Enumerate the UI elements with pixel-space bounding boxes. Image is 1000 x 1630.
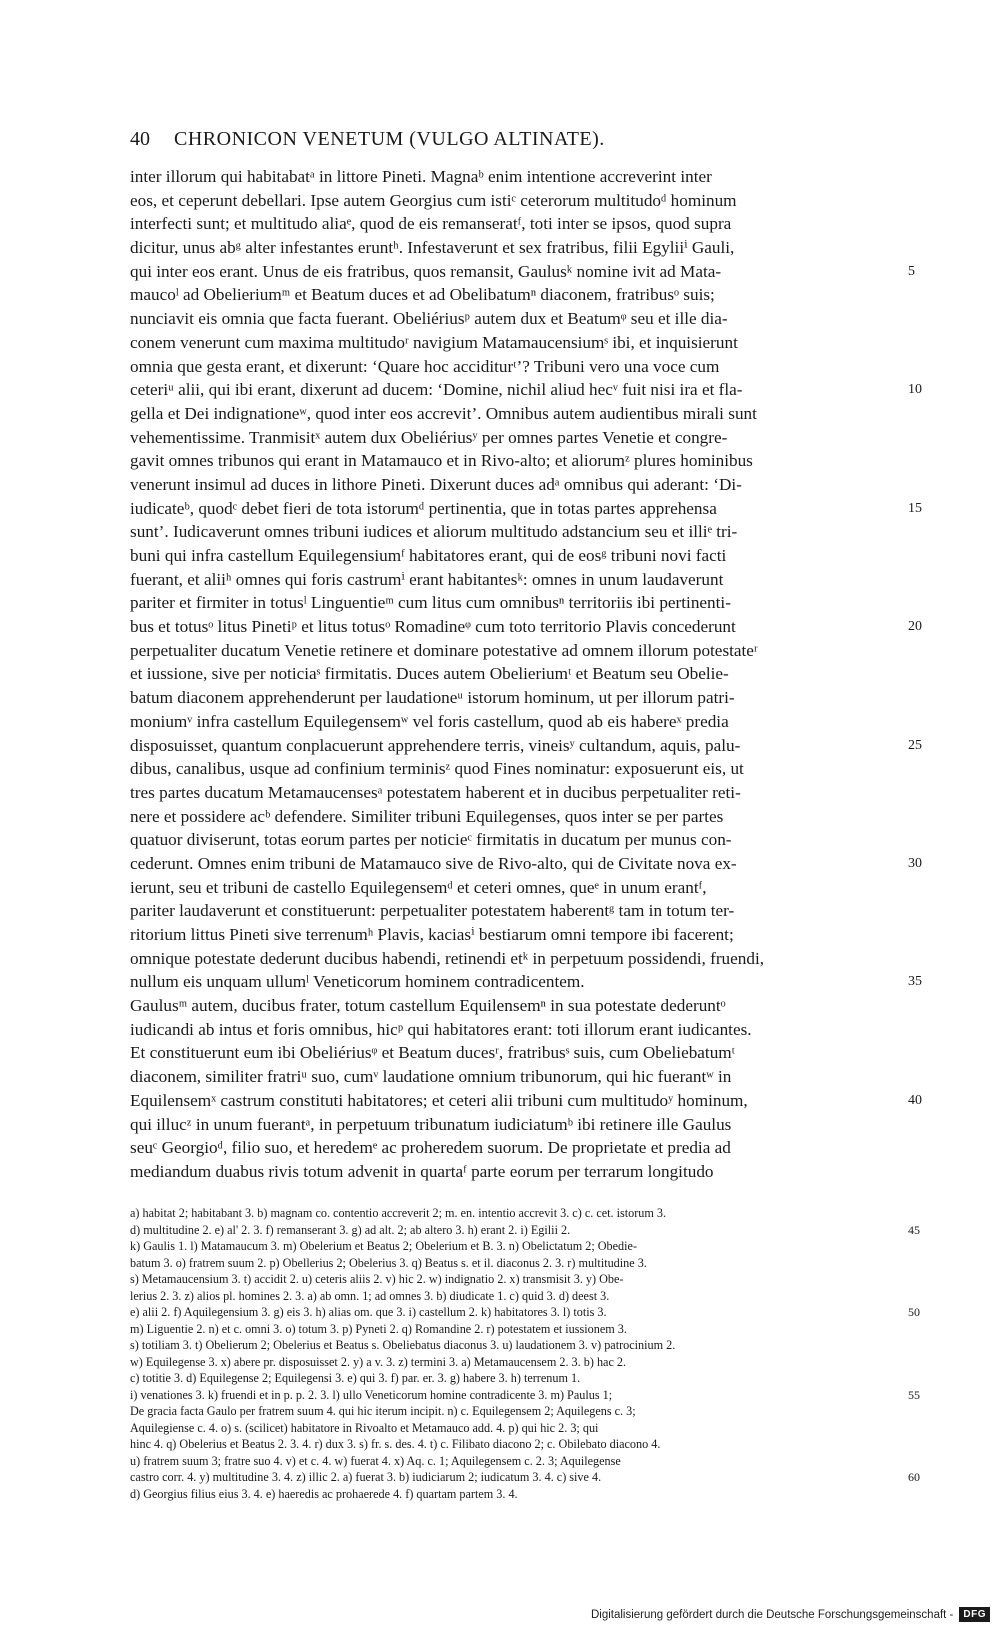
footnote-line — [130, 1288, 900, 1305]
text-line-text: conem venerunt cum maxima multitudoʳ navigium Matamaucensiumˢ ibi, et inquisierunt — [130, 332, 738, 352]
text-line — [130, 283, 900, 307]
text-line — [130, 331, 900, 355]
text-line — [130, 378, 922, 402]
text-line-text: mediandum duabus rivis totum advenit in quartaᶠ parte eorum per terrarum longitudo — [130, 1161, 714, 1181]
footnote-line — [130, 1222, 920, 1239]
footnote-line-text: De gracia facta Gaulo per fratrem suum 4. qui hic iterum incipit. n) c. Equilegensem 2; Aquilegens c. 3; — [130, 1404, 636, 1418]
text-line — [130, 781, 900, 805]
line-number: 30 — [908, 855, 922, 871]
text-line-text: vehementissime. Tranmisitˣ autem dux Obeliériusʸ per omnes partes Venetie et congre- — [130, 427, 728, 447]
text-line — [130, 212, 900, 236]
text-line — [130, 497, 922, 521]
text-line-text: eos, et ceperunt debellari. Ipse autem Georgius cum istiᶜ ceterorum multitudoᵈ hominum — [130, 190, 737, 210]
main-text — [130, 165, 922, 1184]
text-line — [130, 805, 900, 829]
text-line — [130, 236, 900, 260]
text-line — [130, 639, 900, 663]
text-line-text: disposuisset, quantum conplacuerunt apprehendere terris, vineisʸ cultandum, aquis, palu- — [130, 735, 741, 755]
footnote-line-text: w) Equilegense 3. x) abere pr. disposuisset 2. y) a v. 3. z) termini 3. a) Metamaucensem 2. 3. b) hac 2. — [130, 1354, 627, 1369]
line-number: 60 — [908, 1470, 920, 1484]
text-line-text: ceteriᵘ alii, qui ibi erant, dixerunt ad ducem: ‘Domine, nichil aliud hecᵛ fuit nisi ira et fla- — [130, 380, 743, 400]
footnote-line — [130, 1304, 920, 1321]
footnote-line — [130, 1370, 900, 1387]
line-number: 40 — [908, 1092, 922, 1108]
footnote-line — [130, 1453, 900, 1470]
footnote-line — [130, 1271, 900, 1288]
text-line-text: et iussione, sive per noticiaˢ firmitatis. Duces autem Obelieriumᵗ et Beatum seu Obelie- — [130, 664, 729, 684]
footnote-line — [130, 1387, 920, 1404]
footnote-line-text: u) fratrem suum 3; fratre suo 4. v) et c. 4. w) fuerat 4. x) Aq. c. 1; Aquilegensem c. 2. 3; Aquilegense — [130, 1453, 621, 1468]
text-line — [130, 1136, 900, 1160]
footnote-line-text: a) habitat 2; habitabant 3. b) magnam co. contentio accreverit 2; m. en. intentio accrevit 3. c) c. cet. istorum 3. — [130, 1206, 667, 1220]
text-line — [130, 899, 900, 923]
text-line — [130, 947, 900, 971]
footnote-line-text: d) multitudine 2. e) al' 2. 3. f) remanserant 3. g) ad alt. 2; ab altero 3. h) erant 2. i) Egilii 2. — [130, 1222, 571, 1237]
text-line-text: maucoˡ ad Obelieriumᵐ et Beatum duces et ad Obelibatumⁿ diaconem, fratribusᵒ suis; — [130, 285, 715, 305]
text-line-text: pariter et firmiter in totusˡ Linguentieᵐ cum litus cum omnibusⁿ territoriis ibi pertinenti- — [130, 593, 731, 613]
text-line-text: pariter laudaverunt et constituerunt: perpetualiter potestatem haberentᵍ tam in totum ter- — [130, 901, 735, 921]
text-line — [130, 189, 900, 213]
text-line — [130, 165, 900, 189]
footnote-line-text: k) Gaulis 1. l) Matamaucum 3. m) Obelerium et Beatus 2; Obelerium et B. 3. n) Obelictatum 2; Obedie- — [130, 1239, 638, 1253]
text-line-text: perpetualiter ducatum Venetie retinere et dominare potestative ad omnem illorum potestateʳ — [130, 640, 758, 660]
text-line — [130, 710, 900, 734]
footnote-divider — [130, 1195, 900, 1196]
text-line — [130, 520, 900, 544]
dfg-logo: DFG — [959, 1607, 990, 1622]
text-line-text: qui inter eos erant. Unus de eis fratribus, quos remansit, Gaulusᵏ nomine ivit ad Mata- — [130, 261, 722, 281]
text-line — [130, 923, 900, 947]
line-number: 35 — [908, 974, 922, 990]
text-line — [130, 662, 900, 686]
footnote-line — [130, 1436, 900, 1453]
text-line-text: nullum eis unquam ullumˡ Veneticorum hominem contradicentem. — [130, 972, 585, 992]
running-title: CHRONICON VENETUM (VULGO ALTINATE). — [174, 128, 605, 150]
text-line-text: Gaulusᵐ autem, ducibus frater, totum castellum Equilensemⁿ in sua potestate dederuntᵒ — [130, 996, 726, 1016]
footnote-line-text: d) Georgius filius eius 3. 4. e) haeredis ac prohaerede 4. f) quartam partem 3. 4. — [130, 1486, 518, 1501]
footnote-line — [130, 1205, 900, 1222]
text-line-text: sunt’. Iudicaverunt omnes tribuni iudices et aliorum multitudo adstancium seu et illiᵉ tri- — [130, 522, 738, 542]
footnote-line — [130, 1354, 900, 1371]
text-line-text: quatuor diviserunt, totas eorum partes per noticieᶜ firmitatis in ducatum per munus con- — [130, 830, 732, 850]
text-line-text: batum diaconem apprehenderunt per laudationeᵘ istorum hominum, ut per illorum patri- — [130, 688, 735, 708]
text-line-text: inter illorum qui habitabatᵃ in littore Pineti. Magnaᵇ enim intentione accreverint inter — [130, 167, 712, 186]
footnote-line-text: c) totitie 3. d) Equilegense 2; Equilegensi 3. e) qui 3. f) par. er. 3. g) habere 3. h) terrenum 1. — [130, 1371, 581, 1385]
text-line-text: buni qui infra castellum Equilegensiumᶠ habitatores erant, qui de eosᵍ tribuni novi facti — [130, 546, 727, 565]
text-line-text: venerunt insimul ad duces in lithore Pineti. Dixerunt duces adᵃ omnibus qui aderant: ‘Di- — [130, 474, 742, 494]
text-line — [130, 1160, 900, 1184]
text-line — [130, 757, 900, 781]
text-line-text: diaconem, similiter fratriᵘ suo, cumᵛ laudatione omnium tribunorum, qui hic fuerantʷ in — [130, 1067, 732, 1087]
text-line — [130, 260, 915, 284]
text-line — [130, 473, 900, 497]
footnote-line — [130, 1238, 900, 1255]
text-line — [130, 449, 900, 473]
footnote-line-text: i) venationes 3. k) fruendi et in p. p. 2. 3. l) ullo Veneticorum homine contradicente 3. m) Paulus 1; — [130, 1387, 613, 1402]
text-line-text: fuerant, et aliiʰ omnes qui foris castrumⁱ erant habitantesᵏ: omnes in unum laudaverunt — [130, 569, 724, 589]
line-number: 50 — [908, 1305, 920, 1319]
text-line — [130, 591, 900, 615]
text-line — [130, 307, 900, 331]
text-line — [130, 1041, 900, 1065]
footnote-line-text: lerius 2. 3. z) alios pl. homines 2. 3. a) ab omn. 1; ad omnes 3. b) diudicate 1. c) quid 3. d) deest 3. — [130, 1288, 610, 1303]
text-line-text: gella et Dei indignationeʷ, quod inter eos accrevit’. Omnibus autem audientibus mirali sunt — [130, 403, 757, 423]
text-line-text: dibus, canalibus, usque ad confinium terminisᶻ quod Fines nominatur: exposuerunt eis, ut — [130, 759, 744, 779]
text-line — [130, 355, 900, 379]
text-line-text: iudicateᵇ, quodᶜ debet fieri de tota istorumᵈ pertinentia, que in totas partes apprehensa — [130, 498, 717, 518]
footnote-line — [130, 1337, 900, 1354]
footnote-line — [130, 1403, 900, 1420]
text-line — [130, 1018, 900, 1042]
text-line — [130, 876, 900, 900]
text-line-text: iudicandi ab intus et foris omnibus, hicᵖ qui habitatores erant: toti illorum erant iudicantes. — [130, 1019, 752, 1039]
footnote-line-text: hinc 4. q) Obelerius et Beatus 2. 3. 4. r) dux 3. s) fr. s. des. 4. t) c. Filibato diacono 2; c. Obilebato diacono 4. — [130, 1437, 661, 1451]
footnote-line-text: e) alii 2. f) Aquilegensium 3. g) eis 3. h) alias om. que 3. i) castellum 2. k) habitatores 3. l) totis 3. — [130, 1305, 607, 1319]
text-line-text: ritorium littus Pineti sive terrenumʰ Plavis, kaciasⁱ bestiarum omni tempore ibi facerent; — [130, 925, 734, 944]
line-number: 5 — [908, 263, 915, 279]
footnote-line-text: m) Liguentie 2. n) et c. omni 3. o) totum 3. p) Pyneti 2. q) Romandine 2. r) potestatem et iussionem 3. — [130, 1321, 627, 1336]
footnote-line — [130, 1486, 900, 1503]
footnote-line-text: castro corr. 4. y) multitudine 3. 4. z) illic 2. a) fuerat 3. b) iudiciarum 2; iudicatum 3. 4. c) sive 4. — [130, 1470, 602, 1484]
line-number: 55 — [908, 1387, 920, 1402]
text-line — [130, 426, 900, 450]
footnote-line-text: s) totiliam 3. t) Obelierum 2; Obelerius et Beatus s. Obeliebatus diaconus 3. u) laudationem 3. v) patrocinium 2. — [130, 1338, 676, 1352]
text-line-text: ierunt, seu et tribuni de castello Equilegensemᵈ et ceteri omnes, queᵉ in unum erantᶠ, — [130, 877, 707, 897]
footer — [591, 1607, 990, 1622]
text-line-text: bus et totusᵒ litus Pinetiᵖ et litus totusᵒ Romadineᵠ cum toto territorio Plavis concederunt — [130, 617, 736, 637]
text-line — [130, 1065, 900, 1089]
line-number: 45 — [908, 1222, 920, 1237]
text-line — [130, 568, 900, 592]
footnotes — [130, 1205, 920, 1502]
text-line-text: gavit omnes tribunos qui erant in Matamauco et in Rivo-alto; et aliorumᶻ plures hominibus — [130, 451, 753, 471]
footnote-line — [130, 1255, 900, 1272]
text-line — [130, 686, 900, 710]
text-line — [130, 970, 922, 994]
footnote-line-text: Aquilegiense c. 4. o) s. (scilicet) habitatore in Rivoalto et Metamauco add. 4. p) qui hic 2. 3; qui — [130, 1420, 599, 1435]
page-header — [130, 128, 900, 151]
text-line — [130, 734, 922, 758]
footnote-line-text: s) Metamaucensium 3. t) accidit 2. u) ceteris aliis 2. v) hic 2. w) indignatio 2. x) transmisit 3. y) Obe- — [130, 1272, 624, 1286]
text-line-text: omnia que gesta erant, et dixerunt: ‘Quare hoc acciditurᵗ’? Tribuni vero una voce cum — [130, 356, 720, 376]
digitization-credit: Digitalisierung gefördert durch die Deutsche Forschungsgemeinschaft - — [590, 1608, 954, 1621]
text-line — [130, 615, 922, 639]
text-line-text: qui illucᶻ in unum fuerantᵃ, in perpetuum tribunatum iudiciatumᵇ ibi retinere ille Gaulus — [130, 1114, 732, 1134]
footnote-line — [130, 1469, 920, 1486]
text-line — [130, 852, 922, 876]
footnote-line-text: batum 3. o) fratrem suum 2. p) Obellerius 2; Obelerius 3. q) Beatus s. et il. diaconus 2. 3. r) multitudine 3. — [130, 1255, 647, 1270]
text-line-text: nunciavit eis omnia que facta fuerant. Obeliériusᵖ autem dux et Beatumᵠ seu et ille dia- — [130, 309, 728, 329]
page-number: 40 — [130, 128, 150, 150]
text-line — [130, 1113, 900, 1137]
text-line — [130, 544, 900, 568]
text-line-text: seuᶜ Georgioᵈ, filio suo, et heredemᵉ ac proheredem suorum. De proprietate et predia ad — [130, 1138, 731, 1158]
text-line-text: tres partes ducatum Metamaucensesᵃ potestatem haberent et in ducibus perpetualiter reti- — [130, 782, 741, 802]
text-line — [130, 994, 900, 1018]
text-line-text: moniumᵛ infra castellum Equilegensemʷ vel foris castellum, quod ab eis habereˣ predia — [130, 711, 729, 731]
text-line — [130, 1089, 922, 1113]
text-line — [130, 402, 900, 426]
text-line-text: Equilensemˣ castrum constituti habitatores; et ceteri alii tribuni cum multitudoʸ hominum, — [130, 1090, 748, 1110]
footnote-line — [130, 1420, 900, 1437]
text-line-text: omnique potestate dederunt ducibus habendi, retinendi etᵏ in perpetuum possidendi, fruendi, — [130, 948, 765, 968]
footnote-line — [130, 1321, 900, 1338]
line-number: 25 — [908, 737, 922, 753]
text-line-text: cederunt. Omnes enim tribuni de Matamauco sive de Rivo-alto, qui de Civitate nova ex- — [130, 853, 737, 873]
text-line-text: dicitur, unus abᵍ alter infestantes eruntʰ. Infestaverunt et sex fratribus, filii Egyliiⁱ Gauli, — [130, 238, 735, 258]
text-line-text: interfecti sunt; et multitudo aliaᵉ, quod de eis remanseratᶠ, toti inter se ipsos, quod supra — [130, 214, 732, 234]
text-line-text: Et constituerunt eum ibi Obeliériusᵠ et Beatum ducesʳ, fratribusˢ suis, cum Obeliebatumᵗ — [130, 1043, 735, 1063]
text-line-text: nere et possidere acᵇ defendere. Similiter tribuni Equilegenses, quos inter se per partes — [130, 806, 724, 826]
line-number: 20 — [908, 619, 922, 635]
text-line — [130, 828, 900, 852]
line-number: 15 — [908, 500, 922, 516]
line-number: 10 — [908, 382, 922, 398]
